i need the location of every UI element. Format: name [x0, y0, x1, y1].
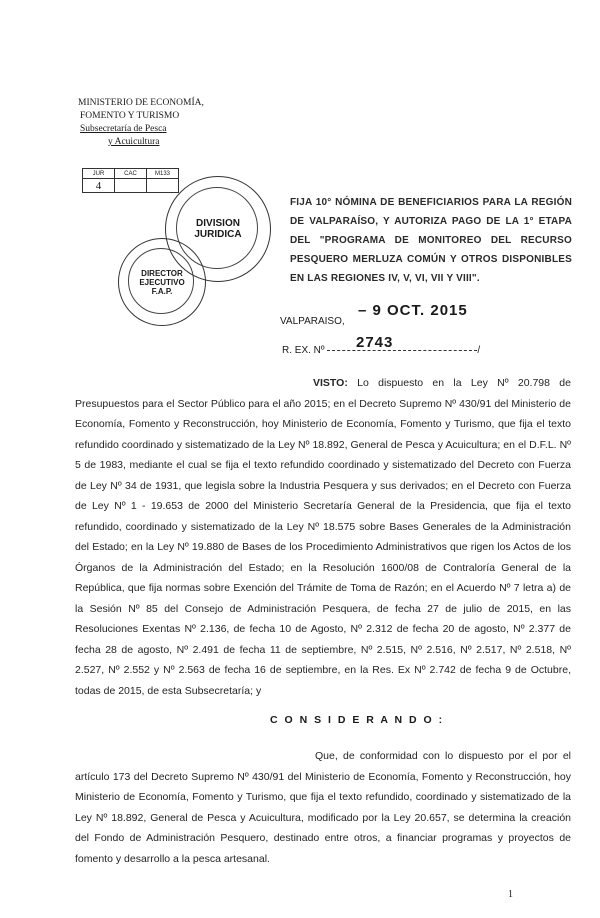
- ministry-name-2: FOMENTO Y TURISMO: [80, 111, 180, 121]
- stamp-line-1: DIVISION: [196, 218, 240, 229]
- visto-text: Lo dispuesto en la Ley Nº 20.798 de Presupuestos para el Sector Público para el año 2015; en el Decreto Supremo Nº 430/91 del Ministerio de Economía, Fomento y Reconstrucción, hoy Ministerio de Economía, Fomento y Turismo, que fija el texto refundido coordinado y sistematizado de la Ley Nº 18.892, General de Pesca y Acuicultura; en el D.F.L. Nº 5 de 1983, mediante el cual se fija el texto refundido coordinado y sistematizado del Decreto con Fuerza de Ley Nº 34 de 1931, que legisla sobre la Industria Pesquera y sus derivados; en el Decreto con Fuerza de Ley Nº 1 - 19.653 de 2000 del Ministerio Secretaría General de la Presidencia, que fija el texto refundido, coordinado y sistematizado de la Ley Nº 18.575 sobre Bases Generales de la Administración del Estado; en la Ley Nº 19.880 de Bases de los Procedimiento Administrativos que rigen los Actos de los Órganos de la Administración del Estado; en la Resolución 1600/08 de Contraloría General de la República, que fija normas sobre Exención del Trámite de Toma de Razón; en el Acuerdo Nº 7 letra a) de la Sesión Nº 85 del Consejo de Administración Pesquera, de fecha 27 de julio de 2015, en las Resoluciones Exentas Nº 2.136, de fecha 10 de Agosto, Nº 2.312 de fecha 20 de agosto, Nº 2.377 de fecha 28 de agosto, Nº 2.491 de fecha 11 de septiembre, Nº 2.515, Nº 2.516, Nº 2.517, Nº 2.518, Nº 2.527, Nº 2.552 y Nº 2.563 de fecha 16 de septiembre, en la Res. Ex Nº 2.742 de fecha 9 de Octubre, todas de 2015, de esta Subsecretaría; y: [75, 377, 571, 697]
- place: VALPARAISO,: [280, 316, 345, 327]
- resolution-date: – 9 OCT. 2015: [358, 302, 468, 319]
- stamp-line-3: F.A.P.: [151, 286, 173, 296]
- visto-paragraph: [75, 373, 571, 701]
- stamp-line-2: EJECUTIVO: [139, 277, 185, 287]
- routing-header-m133: M133: [147, 169, 179, 179]
- routing-value-m133: [147, 179, 179, 193]
- visto-label: VISTO:: [313, 377, 348, 389]
- rex-underline: [327, 350, 477, 351]
- routing-table: [82, 168, 179, 193]
- resolution-number: 2743: [356, 334, 394, 351]
- routing-value-jur: 4: [83, 179, 115, 193]
- stamp-line-1: DIRECTOR: [141, 268, 183, 278]
- director-ejecutivo-stamp: [118, 238, 206, 326]
- resolution-title: FIJA 10° NÓMINA DE BENEFICIARIOS PARA LA REGIÓN DE VALPARAÍSO, Y AUTORIZA PAGO DE LA 1° ETAPA DEL "PROGRAMA DE MONITOREO DEL RECURSO PESQUERO MERLUZA COMÚN Y OTROS DISPONIBLES EN LAS REGIONES IV, V, VI, VII Y VIII".: [290, 197, 572, 284]
- subsecretaria-2: y Acuicultura: [108, 137, 160, 147]
- ministry-name: MINISTERIO DE ECONOMÍA,: [78, 98, 204, 108]
- subsecretaria: Subsecretaría de Pesca: [80, 124, 167, 134]
- ministry-header: [78, 97, 204, 149]
- considerando-title: C O N S I D E R A N D O :: [270, 714, 445, 726]
- routing-header-jur: JUR: [83, 169, 115, 179]
- stamp-inner-ring: [128, 248, 194, 314]
- routing-value-cac: [115, 179, 147, 193]
- rex-label: R. EX. Nº: [282, 345, 325, 356]
- routing-header-cac: CAC: [115, 169, 147, 179]
- resolution-number-line: R. EX. Nº /: [282, 345, 481, 356]
- page-number: 1: [508, 889, 513, 900]
- considerando-paragraph: Que, de conformidad con lo dispuesto por el por el artículo 173 del Decreto Supremo Nº 430/91 del Ministerio de Economía, Fomento y Reconstrucción, hoy Ministerio de Economía, Fomento y Turismo, que fija el texto refundido, coordinado y sistematizado de la Ley Nº 18.892, General de Pesca y Acuicultura, modificado por la Ley 20.657, se determina la creación del Fondo de Administración Pesquero, destinado entre otros, a financiar programas y proyectos de fomento y desarrollo a la pesca artesanal.: [75, 750, 571, 865]
- stamp-line-2: JURIDICA: [194, 229, 242, 240]
